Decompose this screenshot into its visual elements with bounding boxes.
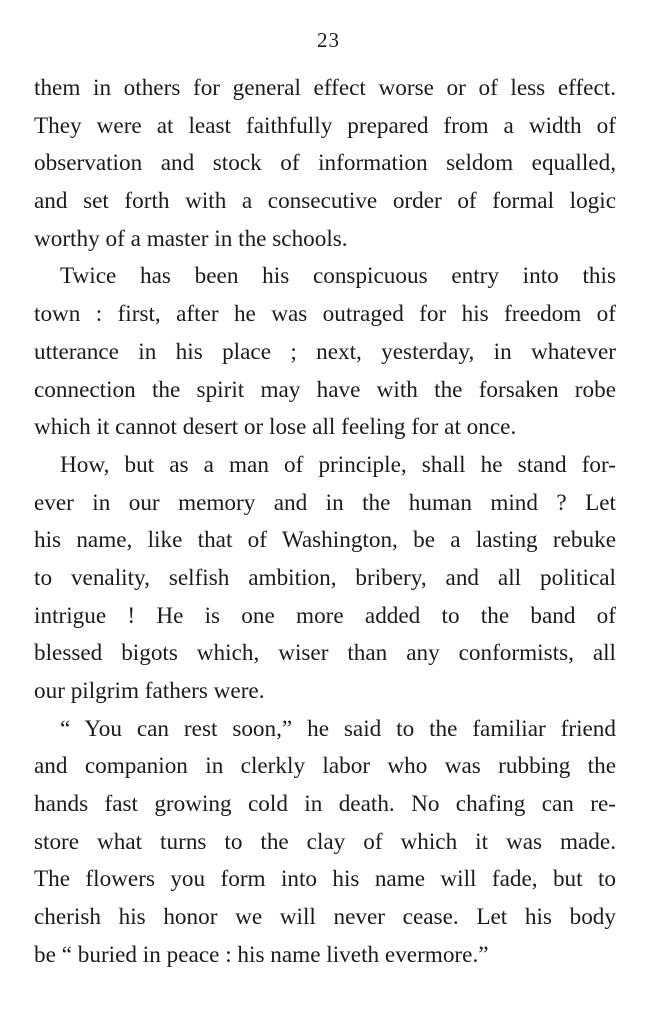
text-line: hands fast growing cold in death. No chafing can re- [34, 791, 616, 818]
text-line: and companion in clerkly labor who was rubbing the [34, 753, 616, 780]
text-line: our pilgrim fathers were. [34, 678, 265, 704]
text-line: cherish his honor we will never cease. Let his body [34, 904, 616, 931]
text-line: utterance in his place ; next, yesterday, in whatever [34, 338, 616, 365]
text-line: his name, like that of Washington, be a lasting rebuke [34, 527, 616, 554]
text-line: town : first, after he was outraged for his freedom of [34, 301, 616, 328]
text-line: “ You can rest soon,” he said to the familiar friend [60, 715, 616, 742]
text-line: They were at least faithfully prepared from a width of [34, 112, 616, 139]
text-line: intrigue ! He is one more added to the band of [34, 602, 616, 629]
text-line: The flowers you form into his name will fade, but to [34, 866, 616, 893]
text-line: blessed bigots which, wiser than any conformists, all [34, 640, 616, 667]
text-line: connection the spirit may have with the forsaken robe [34, 376, 616, 403]
text-line: Twice has been his conspicuous entry into this [60, 263, 616, 290]
text-line: which it cannot desert or lose all feeling for at once. [34, 414, 517, 441]
text-line: worthy of a master in the schools. [34, 225, 348, 252]
text-line: be “ buried in peace : his name liveth evermore.” [34, 941, 489, 968]
text-line: How, but as a man of principle, shall he stand for- [60, 451, 616, 478]
body-text [34, 70, 616, 975]
text-line: observation and stock of information seldom equalled, [34, 150, 616, 177]
text-line: store what turns to the clay of which it was made. [34, 828, 616, 855]
text-line: them in others for general effect worse or of less effect. [34, 75, 616, 101]
text-line: to venality, selfish ambition, bribery, and all political [34, 564, 616, 591]
page-number: 23 [317, 28, 340, 52]
text-line: and set forth with a consecutive order of formal logic [34, 188, 616, 215]
text-line: ever in our memory and in the human mind ? Let [34, 489, 616, 516]
